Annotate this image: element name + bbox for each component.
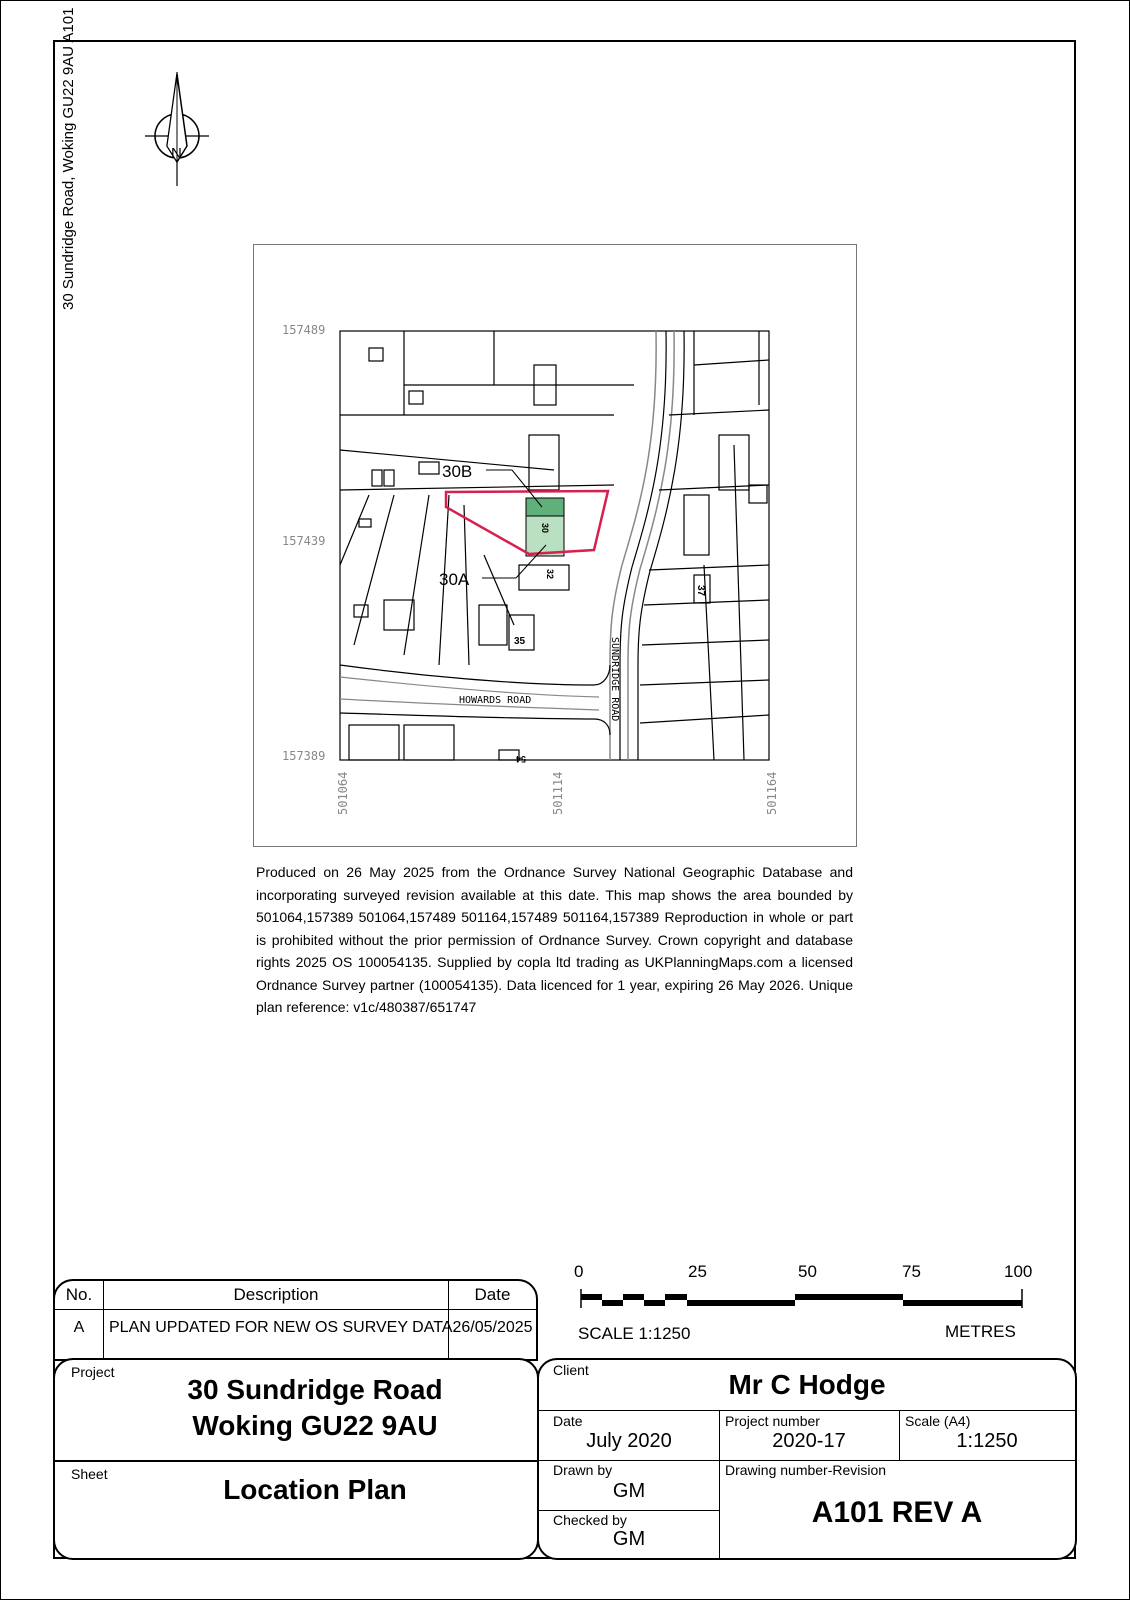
- drawing-number-label: Drawing number-Revision: [725, 1462, 887, 1478]
- scale-text: SCALE 1:1250: [578, 1324, 691, 1343]
- revision-row-date: 26/05/2025: [452, 1319, 533, 1336]
- scale-unit: METRES: [945, 1322, 1016, 1341]
- road-name-sundridge: SUNDRIDGE ROAD: [609, 637, 620, 722]
- project-number-label: Project number: [725, 1413, 820, 1429]
- project-sheet-box: [53, 1358, 539, 1560]
- project-line1: 30 Sundridge Road: [187, 1374, 443, 1405]
- revision-header-date: Date: [474, 1285, 511, 1304]
- client-value: Mr C Hodge: [728, 1369, 886, 1400]
- north-label: N: [171, 145, 182, 162]
- drawing-number-value: A101 REV A: [811, 1496, 983, 1529]
- project-line2: Woking GU22 9AU: [192, 1410, 438, 1441]
- drawn-by-label: Drawn by: [553, 1462, 613, 1478]
- callout-30b: 30B: [442, 462, 473, 481]
- scale-bar: [574, 1262, 1033, 1343]
- client-details-box: [537, 1358, 1077, 1560]
- date-label: Date: [553, 1413, 583, 1429]
- sheet-label: Sheet: [71, 1466, 108, 1482]
- date-value: July 2020: [586, 1430, 672, 1452]
- north-arrow-icon: [140, 70, 215, 190]
- checked-by-label: Checked by: [553, 1512, 627, 1528]
- map-x-label: 501164: [765, 771, 779, 815]
- house-number: 30: [540, 523, 550, 534]
- revision-table: [53, 1279, 538, 1361]
- drawn-by-value: GM: [612, 1480, 646, 1502]
- project-number-value: 2020-17: [772, 1430, 846, 1452]
- house-number: 37: [695, 585, 706, 597]
- scale-tick: 50: [798, 1262, 817, 1281]
- map-y-label: 157389: [282, 749, 326, 763]
- project-label: Project: [71, 1364, 115, 1380]
- sheet-value: Location Plan: [223, 1474, 407, 1505]
- map-y-label: 157439: [282, 534, 326, 548]
- house-number: 54: [515, 754, 526, 764]
- checked-by-value: GM: [612, 1528, 646, 1550]
- scale-tick: 25: [688, 1262, 707, 1281]
- revision-header-no: No.: [65, 1285, 93, 1304]
- house-number: 35: [514, 636, 526, 647]
- client-label: Client: [553, 1362, 589, 1378]
- callout-30a: 30A: [439, 570, 470, 589]
- map-x-label: 501114: [551, 771, 565, 815]
- map-x-label: 501064: [336, 771, 350, 815]
- scale-tick: 100: [1004, 1262, 1033, 1281]
- site-building-30b: [526, 498, 564, 516]
- revision-row-no: A: [73, 1319, 85, 1336]
- scale-value: 1:1250: [956, 1430, 1018, 1452]
- scale-tick: 75: [902, 1262, 921, 1281]
- map-y-label: 157489: [282, 323, 326, 337]
- os-copyright-notice: Produced on 26 May 2025 from the Ordnance Survey National Geographic Database and incorporating surveyed revision available at this date. This map shows the area bounded by 501064,157389 501064,157489 501164,157489 501164,157389 Reproduction in whole or part is prohibited without the prior permission of Ordnance Survey. Crown copyright and database rights 2025 OS 100054135. Supplied by copla ltd trading as UKPlanningMaps.com a licensed Ordnance Survey partner (100054135). Data licenced for 1 year, expiring 26 May 2026. Unique plan reference: v1c/480387/651747: [256, 864, 853, 1015]
- revision-header-description: Description: [233, 1285, 319, 1304]
- side-title: 30 Sundridge Road, Woking GU22 9AU A101: [60, 7, 77, 310]
- location-map: [253, 244, 857, 847]
- road-name-howards: HOWARDS ROAD: [459, 695, 532, 706]
- scale-tick: 0: [574, 1262, 584, 1281]
- house-number: 32: [545, 569, 555, 580]
- site-building-30: [526, 516, 564, 556]
- revision-row-description: PLAN UPDATED FOR NEW OS SURVEY DATA.: [109, 1319, 457, 1336]
- scale-label: Scale (A4): [905, 1413, 971, 1429]
